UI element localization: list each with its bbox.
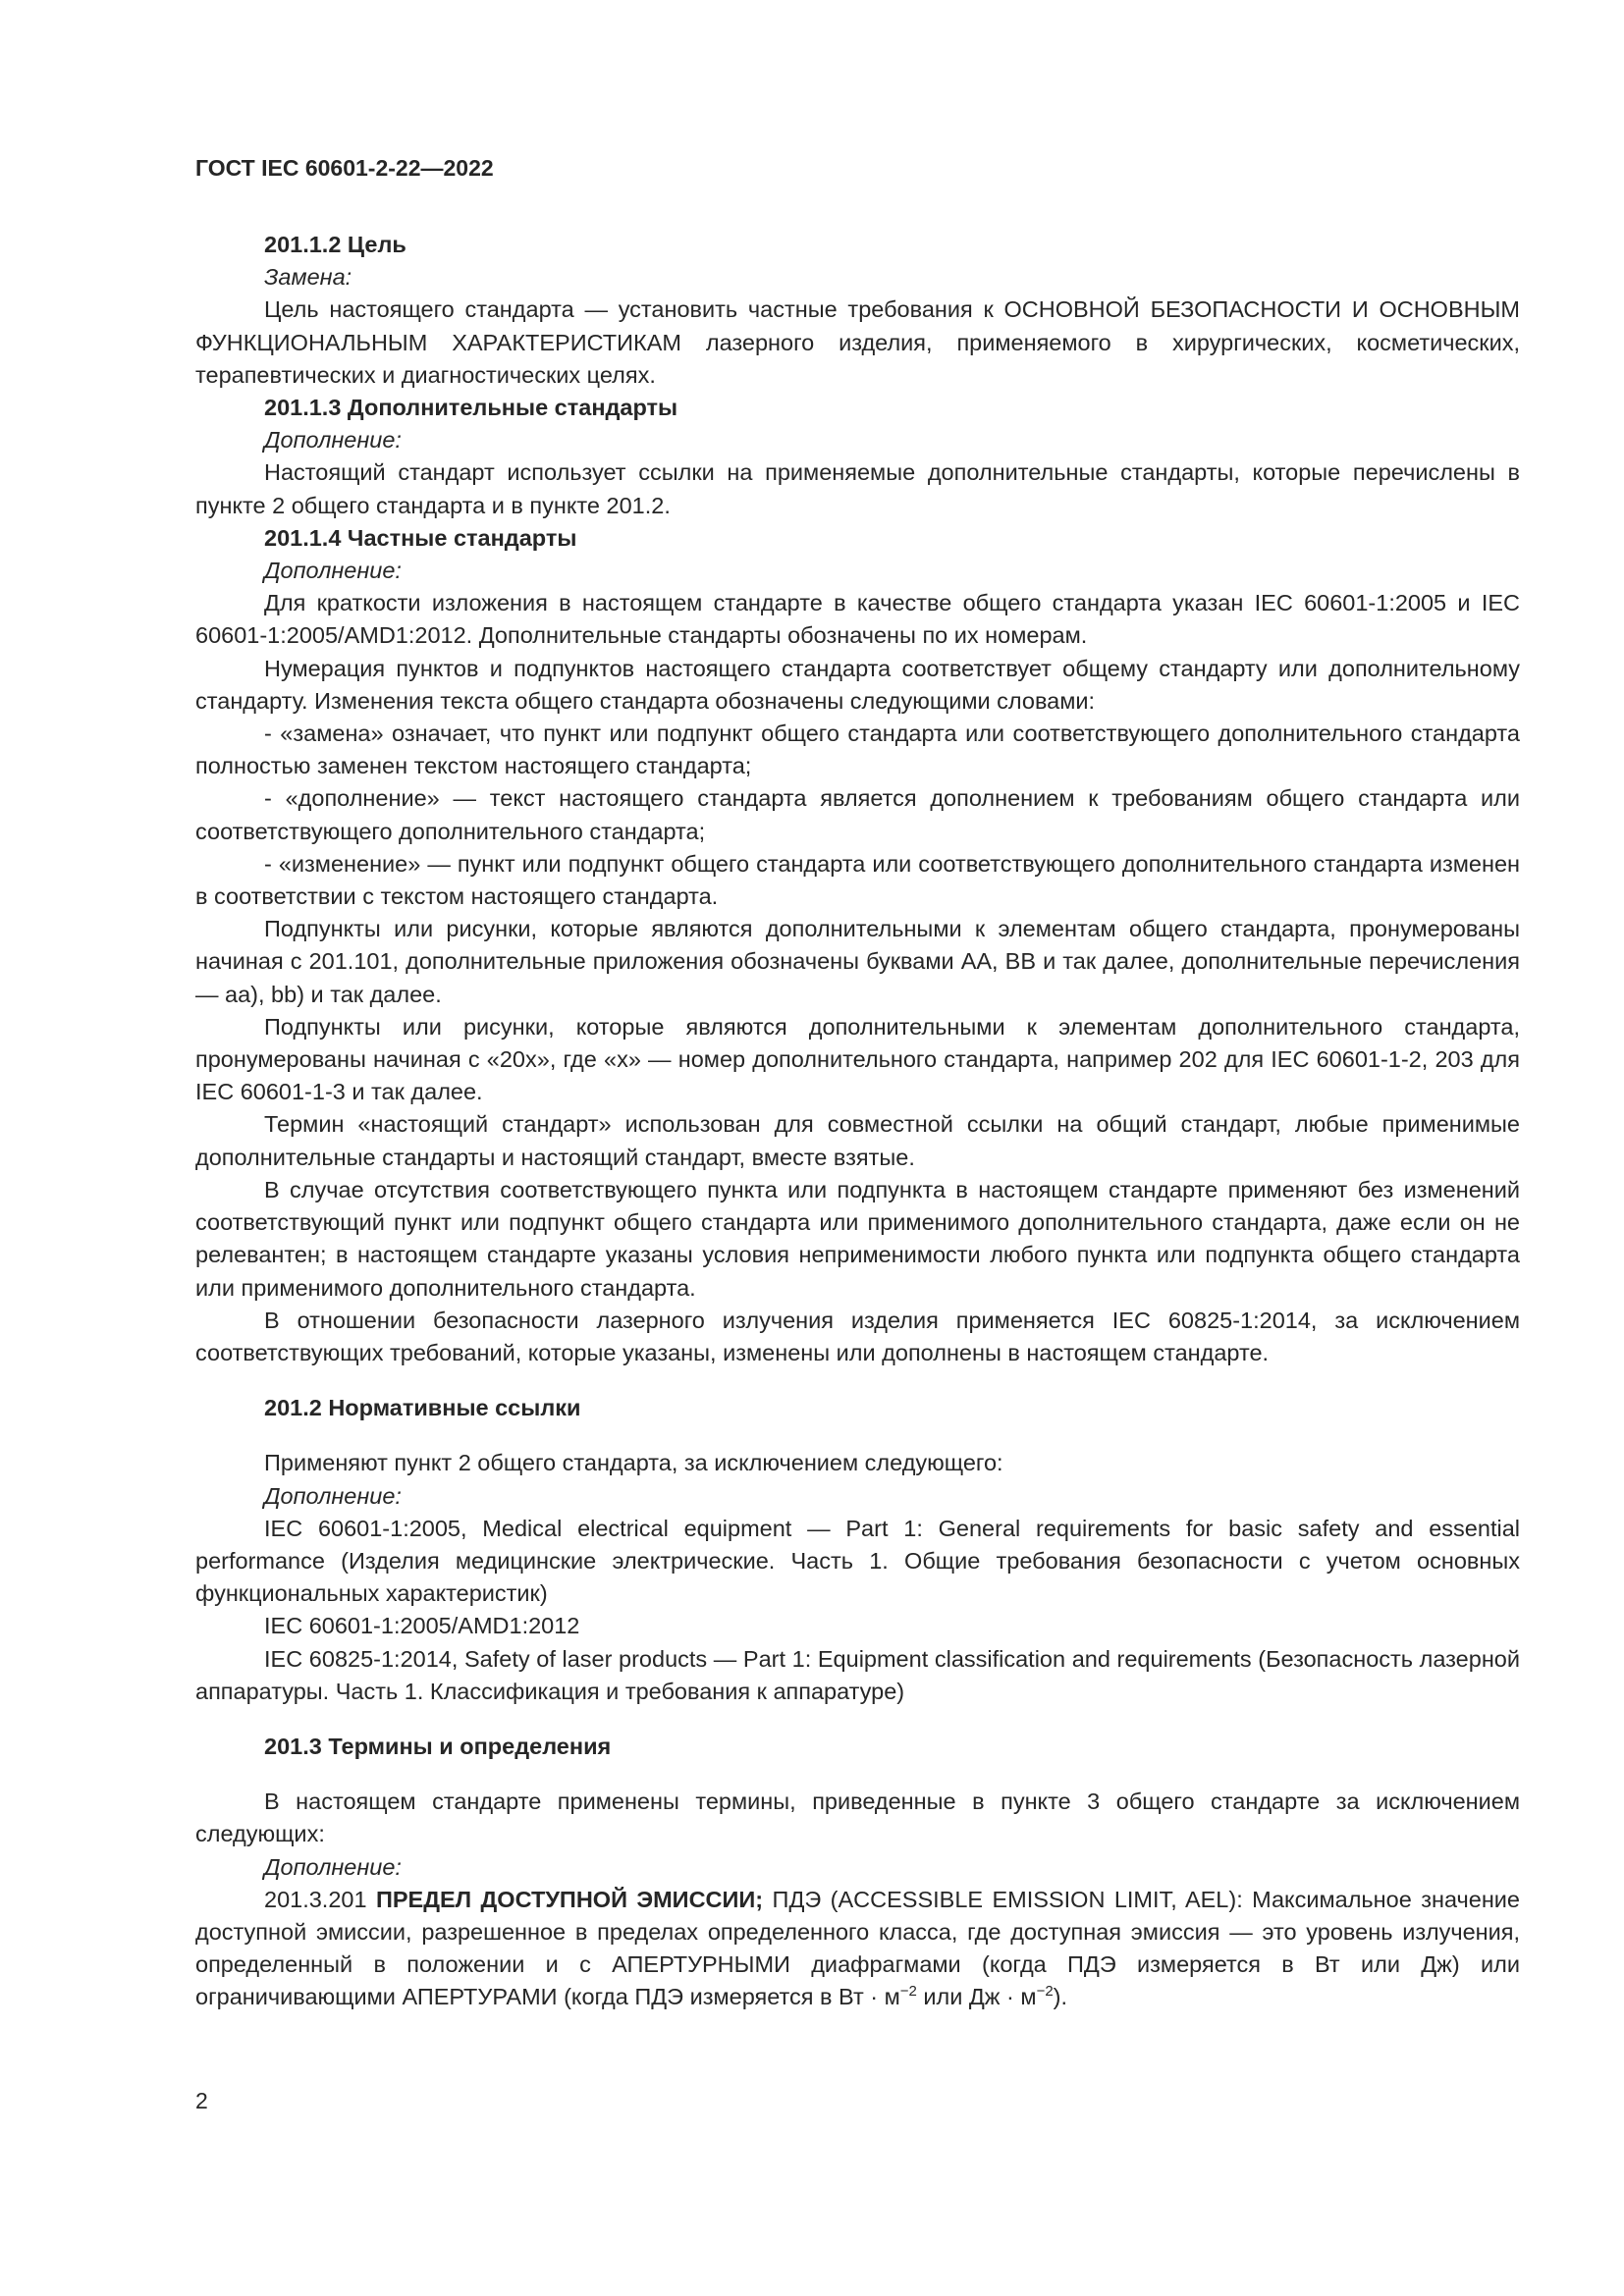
section-note: Дополнение: (264, 427, 402, 454)
list-item: - «изменение» — пункт или подпункт общего стандарта или соответствующего дополнительного стандарта изменен в соответствии с текстом настоящего стандарта. (195, 850, 1520, 910)
section-heading: 201.2 Нормативные ссылки (264, 1395, 581, 1421)
paragraph: Подпункты или рисунки, которые являются дополнительными к элементам общего стандарта, пронумерованы начиная с 201.101, дополнительные приложения обозначены буквами AA, BB и так далее, дополнительные перечисления — aa), bb) и так далее. (195, 916, 1520, 1007)
section-note: Дополнение: (264, 1853, 402, 1880)
section-heading: 201.1.2 Цель (264, 232, 406, 257)
definition-text: ПДЭ (ACCESSIBLE EMISSION LIMIT, AEL): Максимальное значение доступной эмиссии, разрешенное в пределах определенного класса, где доступная эмиссия — это уровень излучения, определенный в положении и с АПЕРТУРНЫМИ диафрагмами (когда ПДЭ измеряется в Вт или Дж) или ограничивающими АПЕРТУРАМИ (когда ПДЭ измеряется в Вт · м (195, 1886, 1520, 2010)
paragraph: Термин «настоящий стандарт» использован для совместной ссылки на общий стандарт, любые применимые дополнительные стандарты и настоящий стандарт, вместе взятые. (195, 1111, 1520, 1170)
document-body (195, 229, 1520, 2014)
reference-item: IEC 60601-1:2005/AMD1:2012 (264, 1613, 580, 1639)
section-heading: 201.1.3 Дополнительные стандарты (264, 395, 678, 421)
paragraph: В отношении безопасности лазерного излучения изделия применяется IEC 60825-1:2014, за исключением соответствующих требований, которые указаны, изменены или дополнены в настоящем стандарте. (195, 1307, 1520, 1365)
section-note: Дополнение: (264, 1482, 402, 1509)
paragraph: Настоящий стандарт использует ссылки на применяемые дополнительные стандарты, которые перечислены в пункте 2 общего стандарта и в пункте 201.2. (195, 459, 1520, 518)
definition-term: ПРЕДЕЛ ДОСТУПНОЙ ЭМИССИИ; (375, 1886, 764, 1912)
paragraph: Цель настоящего стандарта — установить частные требования к ОСНОВНОЙ БЕЗОПАСНОСТИ И ОСНОВНЫМ ФУНКЦИОНАЛЬНЫМ ХАРАКТЕРИСТИКАМ лазерного изделия, применяемого в хирургических, косметических, терапевтических и диагностических целях. (195, 296, 1520, 388)
list-item: - «дополнение» — текст настоящего стандарта является дополнением к требованиям общего стандарта или соответствующего дополнительного стандарта; (195, 785, 1520, 844)
section-heading: 201.1.4 Частные стандарты (264, 524, 577, 551)
definition-text-mid: или Дж · м (916, 1984, 1037, 2010)
paragraph: Подпункты или рисунки, которые являются дополнительными к элементам дополнительного стандарта, пронумерованы начиная с «20x», где «x» — номер дополнительного стандарта, например 202 для IEC 60601-1-2, 203 для IEC 60601-1-3 и так далее. (195, 1013, 1520, 1105)
document-header: ГОСТ IEC 60601-2-22—2022 (195, 155, 494, 181)
definition-text-end: ). (1053, 1984, 1068, 2010)
paragraph: Для краткости изложения в настоящем стандарте в качестве общего стандарта указан IEC 60601-1:2005 и IEC 60601-1:2005/AMD1:2012. Дополнительные стандарты обозначены по их номерам. (195, 590, 1520, 649)
paragraph: Применяют пункт 2 общего стандарта, за исключением следующего: (264, 1450, 1003, 1476)
paragraph: В настоящем стандарте применены термины, приведенные в пункте 3 общего стандарте за исключением следующих: (195, 1789, 1520, 1847)
exponent: −2 (1036, 1983, 1054, 2001)
paragraph: Нумерация пунктов и подпунктов настоящего стандарта соответствует общему стандарту или дополнительному стандарту. Изменения текста общего стандарта обозначены следующими словами: (195, 655, 1520, 714)
paragraph: В случае отсутствия соответствующего пункта или подпункта в настоящем стандарте применяют без изменений соответствующий пункт или подпункт общего стандарта или применимого дополнительного стандарта, даже если он не релевантен; в настоящем стандарте указаны условия неприменимости любого пункта или подпункта общего стандарта или применимого дополнительного стандарта. (195, 1176, 1520, 1301)
reference-item: IEC 60601-1:2005, Medical electrical equipment — Part 1: General requirements for basic safety and essential performance (Изделия медицинские электрические. Часть 1. Общие требования безопасности с учетом основных функциональных характеристик) (195, 1515, 1520, 1607)
reference-item: IEC 60825-1:2014, Safety of laser products — Part 1: Equipment classification and requirements (Безопасность лазерной аппаратуры. Часть 1. Классификация и требования к аппаратуре) (195, 1645, 1520, 1704)
section-heading: 201.3 Термины и определения (264, 1733, 612, 1759)
definition (195, 1884, 1520, 2014)
page-number: 2 (195, 2088, 208, 2113)
exponent: −2 (899, 1983, 917, 2001)
definition-number: 201.3.201 (264, 1886, 367, 1912)
section-note: Дополнение: (264, 558, 402, 584)
list-item: - «замена» означает, что пункт или подпункт общего стандарта или соответствующего дополнительного стандарта полностью заменен текстом настоящего стандарта; (195, 721, 1520, 779)
section-note: Замена: (264, 264, 352, 291)
